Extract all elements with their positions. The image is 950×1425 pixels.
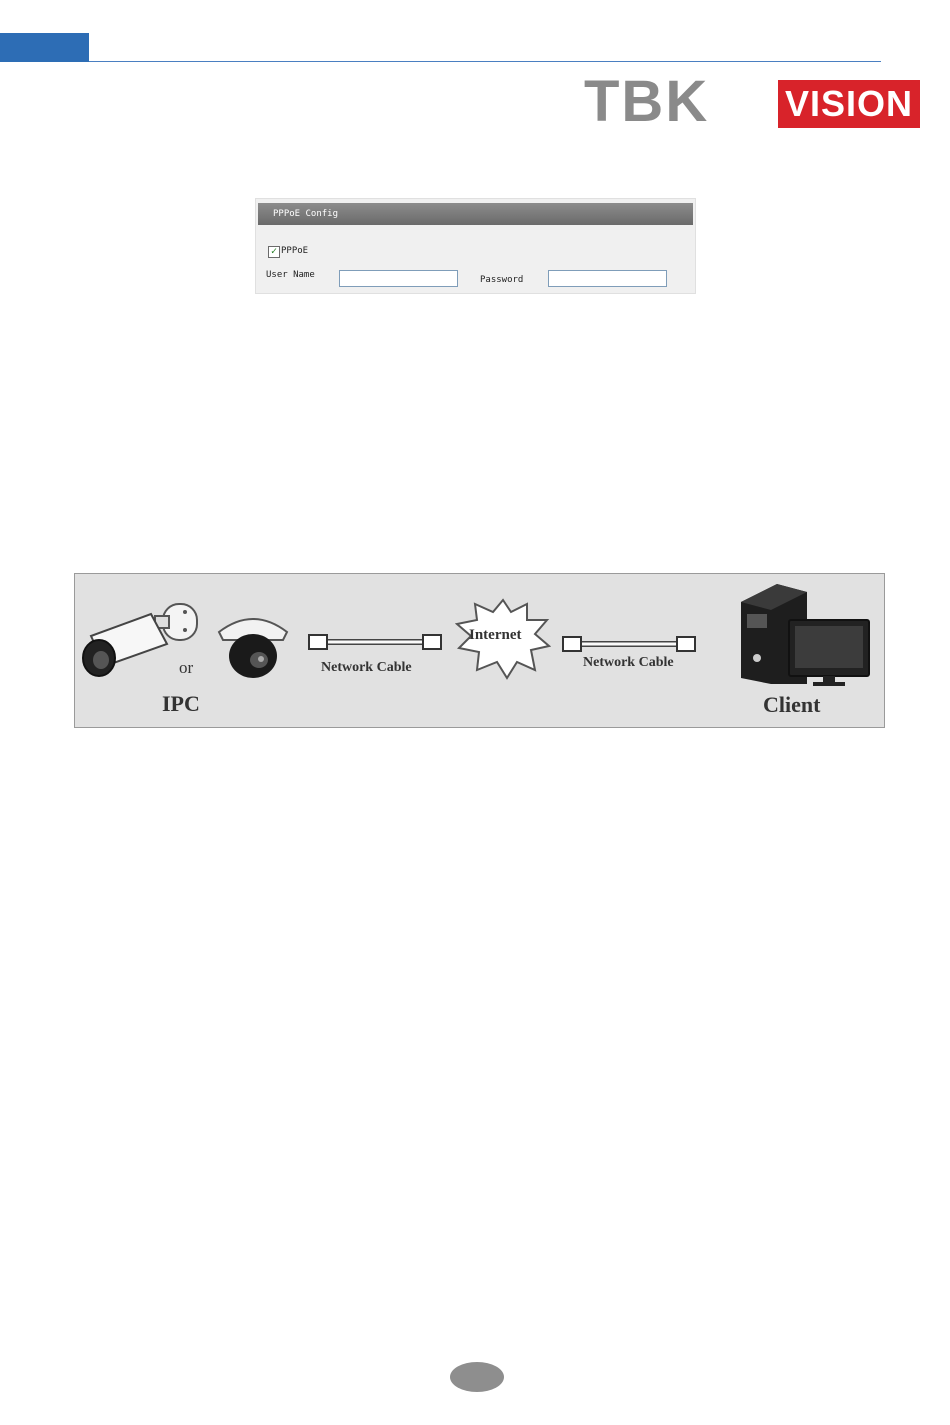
network-diagram <box>74 573 885 728</box>
pppoe-config-panel <box>255 198 696 294</box>
header-rule <box>89 61 881 62</box>
pppoe-checkbox-label: PPPoE <box>281 246 309 256</box>
ipc-label: IPC <box>162 691 200 716</box>
client-label: Client <box>763 692 821 717</box>
user-name-input[interactable] <box>339 270 458 287</box>
internet-label: Internet <box>469 627 522 643</box>
logo-tbk-text: TBK <box>584 69 710 134</box>
dome-camera-icon <box>215 612 291 680</box>
password-label: Password <box>480 275 524 285</box>
password-input[interactable] <box>548 270 667 287</box>
page-number-badge <box>450 1362 504 1392</box>
network-cable-label-2: Network Cable <box>583 655 674 670</box>
user-name-label: User Name <box>266 270 315 280</box>
header-tab <box>0 33 89 62</box>
client-computer-icon <box>737 580 873 688</box>
tbk-vision-logo <box>584 69 920 134</box>
logo-vision-text: VISION <box>778 80 920 128</box>
network-cable-label-1: Network Cable <box>321 660 412 675</box>
network-cable-icon <box>305 630 445 654</box>
pppoe-config-title: PPPoE Config <box>258 203 693 225</box>
pppoe-checkbox[interactable]: ✓ <box>268 246 280 258</box>
network-cable-icon <box>559 632 699 656</box>
or-label: or <box>179 658 194 677</box>
